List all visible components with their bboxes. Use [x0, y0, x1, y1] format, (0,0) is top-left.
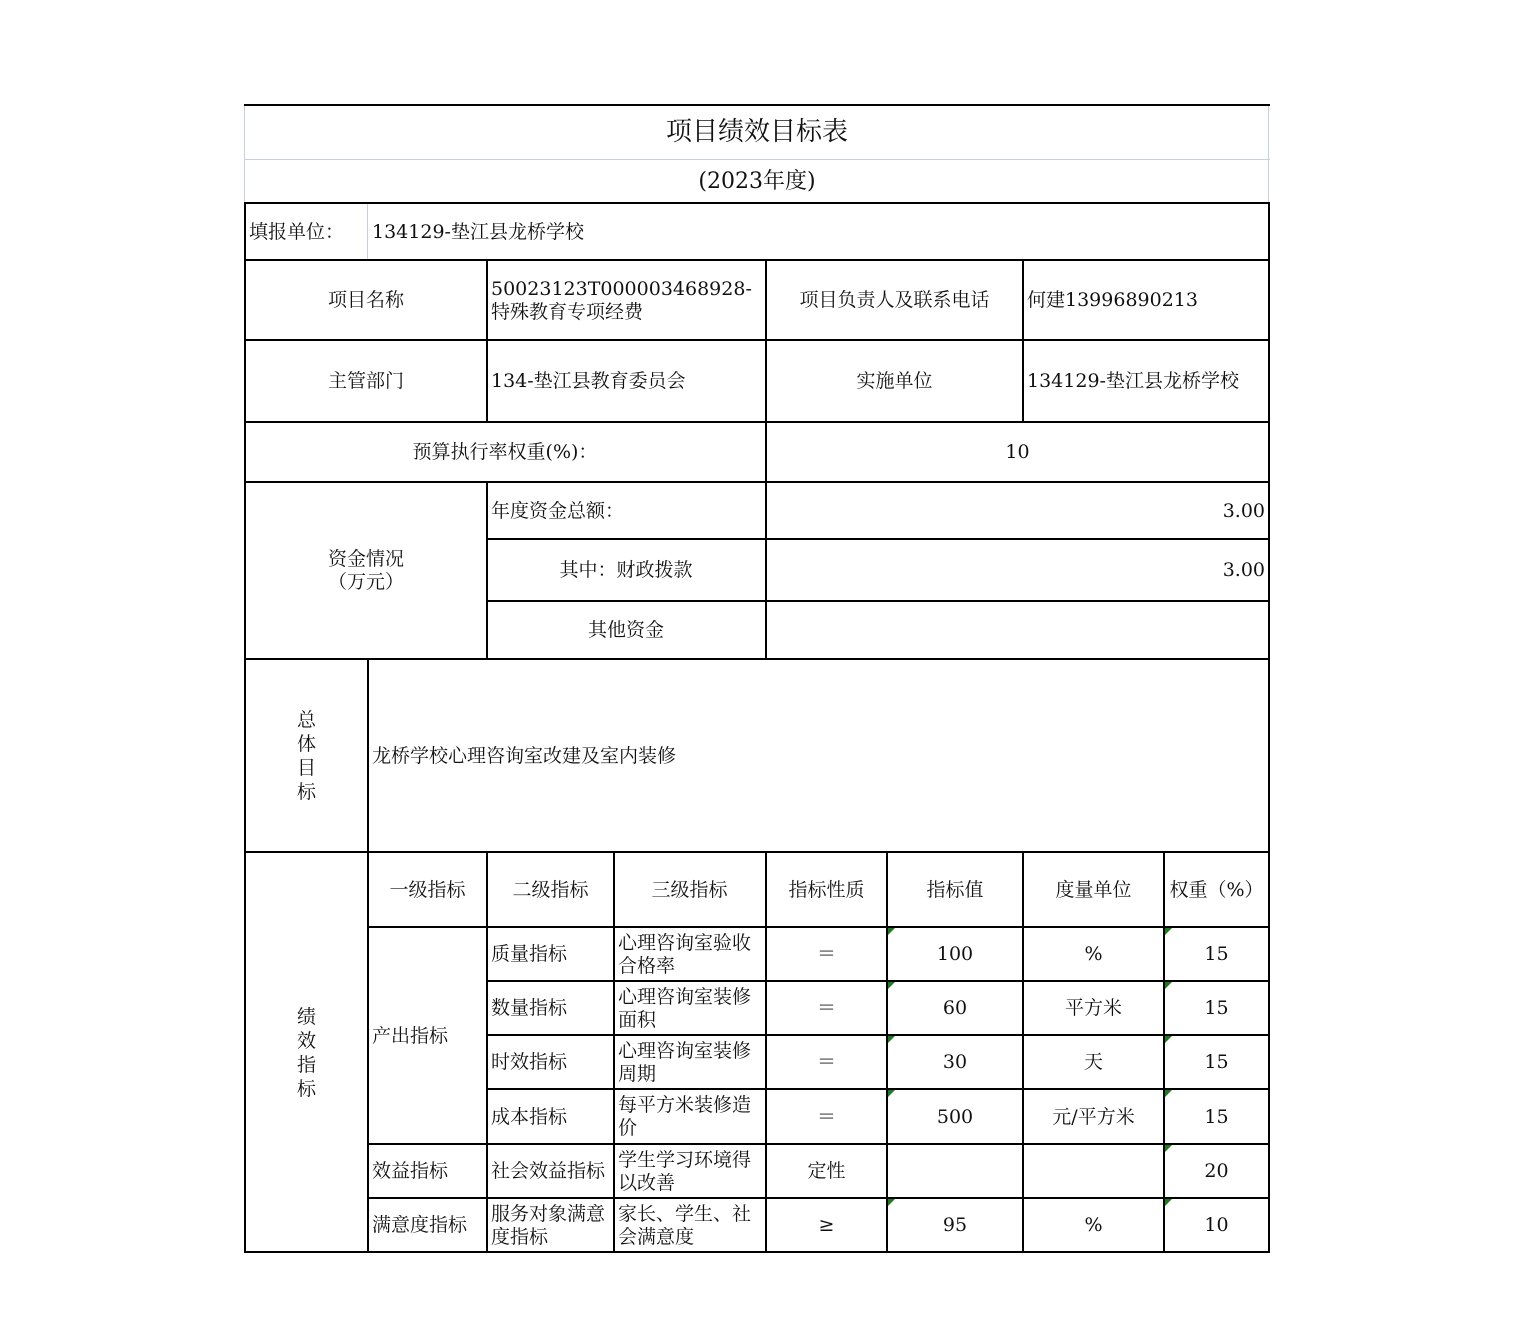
row-value — [887, 1145, 1023, 1198]
hline — [244, 1251, 1270, 1253]
funds-label — [245, 483, 487, 659]
row-weight: 15 — [1204, 1105, 1229, 1128]
goal-label-char: 总 — [296, 709, 316, 731]
row-value: 60 — [942, 997, 968, 1019]
row-nature: ＝ — [816, 997, 836, 1019]
funds-fiscal-value: 3.00 — [1222, 559, 1265, 581]
cell-corner-mark — [1165, 1145, 1172, 1152]
row-level2: 成本指标 — [491, 1105, 568, 1128]
row-level2: 质量指标 — [491, 943, 568, 965]
row-nature: ＝ — [816, 1051, 836, 1073]
dept-value: 134-垫江县教育委员会 — [491, 370, 686, 392]
header-nature: 指标性质 — [788, 878, 865, 901]
vline — [486, 851, 488, 1253]
row-value: 95 — [942, 1214, 968, 1236]
perf-label-char: 标 — [296, 1078, 316, 1100]
row-unit: 元/平方米 — [1052, 1105, 1135, 1128]
title-left-border — [244, 105, 245, 203]
header-weight: 权重（%） — [1169, 878, 1264, 901]
row-value: 100 — [936, 943, 974, 965]
row-weight: 10 — [1204, 1214, 1229, 1236]
vline — [613, 851, 615, 1253]
row-unit: % — [1084, 943, 1103, 965]
cell-corner-mark — [1165, 1199, 1172, 1206]
hline — [486, 980, 1270, 982]
hline — [486, 538, 1270, 540]
row-unit: 天 — [1083, 1051, 1103, 1073]
funds-label-line1: 资金情况 — [327, 548, 404, 570]
leader-label: 项目负责人及联系电话 — [799, 289, 990, 311]
row-unit: % — [1084, 1214, 1103, 1236]
vline — [886, 851, 888, 1253]
impl-value: 134129-垫江县龙桥学校 — [1027, 370, 1239, 392]
row-level2: 时效指标 — [491, 1051, 568, 1073]
header-value: 指标值 — [926, 878, 984, 901]
title-divider — [244, 159, 1270, 160]
project-name-value: 50023123T000003468928-特殊教育专项经费 — [491, 277, 752, 323]
funds-label-line2: （万元） — [327, 571, 404, 593]
hline — [244, 104, 1270, 106]
level1-output: 产出指标 — [372, 1024, 449, 1047]
header-level1: 一级指标 — [389, 878, 466, 901]
perf-label — [245, 853, 368, 1253]
leader-value: 何建13996890213 — [1027, 289, 1198, 311]
hline — [486, 1088, 1270, 1090]
row-weight: 15 — [1204, 997, 1229, 1019]
header-level3: 三级指标 — [651, 878, 728, 901]
project-name-label: 项目名称 — [327, 289, 404, 311]
funds-total-value: 3.00 — [1222, 499, 1265, 522]
hline — [486, 600, 1270, 602]
row-weight: 15 — [1204, 1051, 1229, 1073]
row-value: 500 — [936, 1105, 974, 1128]
cell-corner-mark — [1165, 982, 1172, 989]
sheet-title: 项目绩效目标表 — [665, 117, 848, 147]
hline — [244, 851, 1270, 853]
perf-label-char: 指 — [296, 1054, 316, 1076]
header-level2: 二级指标 — [512, 878, 589, 901]
budget-weight-value: 10 — [1005, 441, 1030, 463]
title-right-border — [1268, 105, 1269, 203]
goal-label-char: 标 — [296, 781, 316, 803]
cell-corner-mark — [888, 928, 895, 935]
row-weight: 20 — [1204, 1160, 1229, 1182]
row-weight: 15 — [1204, 943, 1229, 965]
header-unit: 度量单位 — [1055, 878, 1132, 901]
vline — [765, 259, 767, 423]
row-level3: 家长、学生、社会满意度 — [618, 1202, 752, 1248]
cell-corner-mark — [888, 982, 895, 989]
funds-other-value — [766, 602, 1269, 659]
row-nature: ≥ — [818, 1214, 835, 1236]
goal-label — [245, 660, 368, 852]
vline — [1268, 202, 1270, 1253]
goal-label-char: 目 — [296, 757, 316, 779]
row-level2: 服务对象满意度指标 — [491, 1202, 606, 1248]
vline — [486, 259, 488, 423]
sheet-year: (2023年度) — [698, 168, 816, 194]
row-nature: ＝ — [816, 1105, 836, 1128]
cell-corner-mark — [888, 1090, 895, 1097]
row-unit: 平方米 — [1064, 997, 1122, 1019]
budget-weight-label: 预算执行率权重(%)： — [412, 441, 598, 463]
unit-label: 填报单位： — [249, 220, 345, 243]
hline — [367, 926, 1270, 928]
row-level2: 数量指标 — [491, 997, 568, 1019]
hline — [486, 1034, 1270, 1036]
row-level3: 心理咨询室装修面积 — [618, 985, 752, 1031]
funds-total-label: 年度资金总额： — [491, 499, 625, 522]
impl-label: 实施单位 — [856, 370, 933, 392]
row-level3: 学生学习环境得以改善 — [618, 1148, 752, 1194]
dept-label: 主管部门 — [327, 370, 404, 392]
hline — [244, 339, 1270, 341]
row-nature: ＝ — [816, 943, 836, 965]
hline — [244, 421, 1270, 423]
perf-label-char: 绩 — [296, 1006, 316, 1028]
hline — [244, 259, 1270, 261]
vline — [486, 481, 488, 660]
row-nature: 定性 — [807, 1160, 846, 1182]
unit-value: 134129-垫江县龙桥学校 — [372, 220, 584, 243]
unit-divider — [367, 204, 368, 260]
level1-satisfaction: 满意度指标 — [372, 1214, 468, 1236]
hline — [367, 1197, 1270, 1199]
hline — [244, 481, 1270, 483]
cell-corner-mark — [1165, 928, 1172, 935]
funds-fiscal-label: 其中：财政拨款 — [559, 559, 693, 581]
hline — [244, 202, 1270, 204]
vline — [1022, 259, 1024, 423]
vline — [1022, 851, 1024, 1253]
hline — [367, 1143, 1270, 1145]
row-level3: 每平方米装修造价 — [618, 1094, 752, 1139]
vline — [765, 851, 767, 1253]
perf-label-char: 效 — [296, 1030, 316, 1052]
cell-corner-mark — [888, 1199, 895, 1206]
row-value: 30 — [942, 1051, 968, 1073]
goal-text: 龙桥学校心理咨询室改建及室内装修 — [372, 744, 677, 767]
row-unit — [1023, 1145, 1164, 1198]
hline — [244, 658, 1270, 660]
row-level2: 社会效益指标 — [491, 1160, 606, 1182]
cell-corner-mark — [888, 1036, 895, 1043]
vline — [765, 481, 767, 660]
funds-other-label: 其他资金 — [587, 619, 664, 641]
row-level3: 心理咨询室装修周期 — [618, 1039, 752, 1085]
vline — [765, 421, 767, 483]
vline — [367, 658, 369, 1253]
vline — [1163, 851, 1165, 1253]
cell-corner-mark — [1165, 1090, 1172, 1097]
row-level3: 心理咨询室验收合格率 — [618, 931, 752, 977]
goal-label-char: 体 — [296, 733, 316, 755]
level1-benefit: 效益指标 — [372, 1160, 449, 1182]
cell-corner-mark — [1165, 1036, 1172, 1043]
vline — [244, 202, 246, 1253]
